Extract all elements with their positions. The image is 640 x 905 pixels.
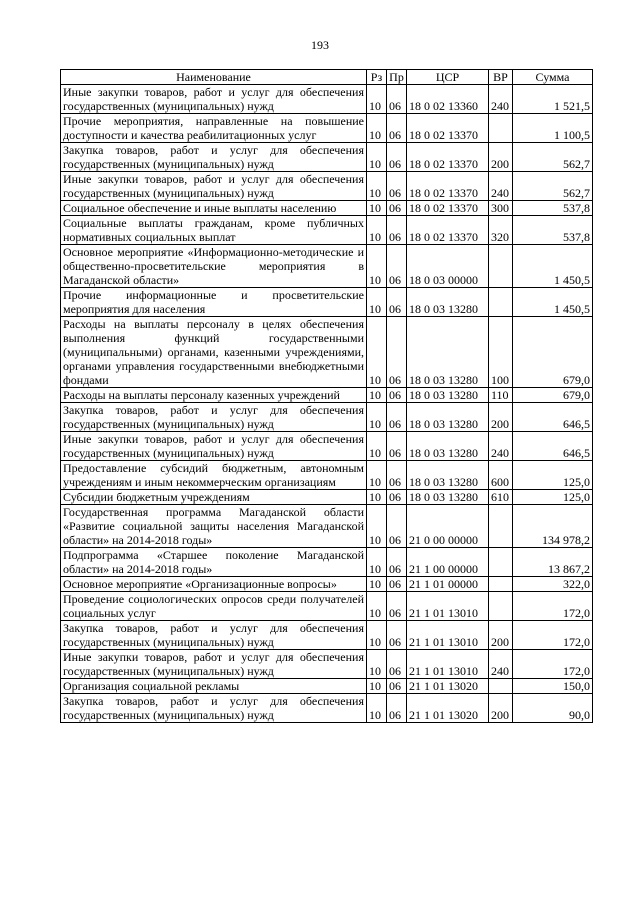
cell-rz: 10 [367, 245, 387, 288]
cell-sum: 172,0 [513, 621, 593, 650]
header-vr: ВР [489, 70, 513, 85]
cell-vr: 240 [489, 172, 513, 201]
cell-pr: 06 [387, 650, 407, 679]
cell-sum: 125,0 [513, 490, 593, 505]
cell-csr: 18 0 03 13280 [407, 403, 489, 432]
cell-vr: 200 [489, 403, 513, 432]
cell-sum: 679,0 [513, 317, 593, 388]
cell-name: Подпрограмма «Старшее поколение Магаданской области» на 2014-2018 годы» [61, 548, 367, 577]
cell-csr: 21 1 01 13020 [407, 694, 489, 723]
cell-csr: 18 0 02 13370 [407, 114, 489, 143]
cell-rz: 10 [367, 621, 387, 650]
table-row [61, 288, 593, 317]
cell-rz: 10 [367, 461, 387, 490]
header-sum: Сумма [513, 70, 593, 85]
table-row [61, 679, 593, 694]
cell-pr: 06 [387, 621, 407, 650]
cell-csr: 21 1 01 13010 [407, 650, 489, 679]
cell-rz: 10 [367, 505, 387, 548]
table-row [61, 461, 593, 490]
cell-sum: 90,0 [513, 694, 593, 723]
cell-name: Прочие информационные и просветительские мероприятия для населения [61, 288, 367, 317]
cell-sum: 172,0 [513, 592, 593, 621]
cell-csr: 18 0 02 13370 [407, 201, 489, 216]
cell-name: Субсидии бюджетным учреждениям [61, 490, 367, 505]
cell-name: Закупка товаров, работ и услуг для обеспечения государственных (муниципальных) нужд [61, 143, 367, 172]
cell-rz: 10 [367, 403, 387, 432]
cell-csr: 18 0 02 13360 [407, 85, 489, 114]
cell-vr [489, 679, 513, 694]
cell-csr: 18 0 02 13370 [407, 216, 489, 245]
cell-name: Прочие мероприятия, направленные на повышение доступности и качества реабилитационных услуг [61, 114, 367, 143]
table-row [61, 201, 593, 216]
cell-name: Социальные выплаты гражданам, кроме публичных нормативных социальных выплат [61, 216, 367, 245]
cell-name: Закупка товаров, работ и услуг для обеспечения государственных (муниципальных) нужд [61, 403, 367, 432]
cell-sum: 562,7 [513, 143, 593, 172]
table-body [61, 85, 593, 723]
table-row [61, 85, 593, 114]
cell-vr [489, 548, 513, 577]
header-csr: ЦСР [407, 70, 489, 85]
cell-csr: 18 0 03 13280 [407, 490, 489, 505]
cell-pr: 06 [387, 288, 407, 317]
cell-pr: 06 [387, 216, 407, 245]
cell-name: Закупка товаров, работ и услуг для обеспечения государственных (муниципальных) нужд [61, 694, 367, 723]
cell-rz: 10 [367, 201, 387, 216]
cell-rz: 10 [367, 432, 387, 461]
cell-pr: 06 [387, 694, 407, 723]
table-row [61, 216, 593, 245]
header-rz: Рз [367, 70, 387, 85]
cell-csr: 21 1 00 00000 [407, 548, 489, 577]
cell-sum: 679,0 [513, 388, 593, 403]
cell-sum: 150,0 [513, 679, 593, 694]
cell-pr: 06 [387, 172, 407, 201]
table-row [61, 172, 593, 201]
cell-name: Иные закупки товаров, работ и услуг для обеспечения государственных (муниципальных) нужд [61, 85, 367, 114]
cell-sum: 13 867,2 [513, 548, 593, 577]
cell-rz: 10 [367, 317, 387, 388]
cell-vr: 110 [489, 388, 513, 403]
cell-pr: 06 [387, 548, 407, 577]
cell-csr: 21 1 01 13010 [407, 621, 489, 650]
cell-vr [489, 592, 513, 621]
cell-sum: 562,7 [513, 172, 593, 201]
cell-pr: 06 [387, 388, 407, 403]
table-row [61, 577, 593, 592]
cell-rz: 10 [367, 650, 387, 679]
cell-csr: 21 1 01 00000 [407, 577, 489, 592]
cell-rz: 10 [367, 143, 387, 172]
table-row [61, 432, 593, 461]
cell-pr: 06 [387, 403, 407, 432]
cell-vr: 240 [489, 432, 513, 461]
cell-rz: 10 [367, 85, 387, 114]
cell-vr: 200 [489, 694, 513, 723]
cell-pr: 06 [387, 461, 407, 490]
cell-csr: 18 0 03 13280 [407, 317, 489, 388]
cell-rz: 10 [367, 548, 387, 577]
cell-csr: 21 0 00 00000 [407, 505, 489, 548]
cell-vr [489, 114, 513, 143]
cell-rz: 10 [367, 388, 387, 403]
cell-rz: 10 [367, 490, 387, 505]
cell-vr: 320 [489, 216, 513, 245]
cell-sum: 1 521,5 [513, 85, 593, 114]
cell-name: Закупка товаров, работ и услуг для обеспечения государственных (муниципальных) нужд [61, 621, 367, 650]
cell-vr: 100 [489, 317, 513, 388]
cell-pr: 06 [387, 577, 407, 592]
cell-vr: 600 [489, 461, 513, 490]
cell-name: Предоставление субсидий бюджетным, автономным учреждениям и иным некоммерческим организациям [61, 461, 367, 490]
cell-sum: 134 978,2 [513, 505, 593, 548]
cell-rz: 10 [367, 288, 387, 317]
cell-vr: 610 [489, 490, 513, 505]
cell-name: Расходы на выплаты персоналу казенных учреждений [61, 388, 367, 403]
cell-pr: 06 [387, 114, 407, 143]
cell-pr: 06 [387, 317, 407, 388]
cell-pr: 06 [387, 85, 407, 114]
cell-vr [489, 245, 513, 288]
cell-sum: 1 100,5 [513, 114, 593, 143]
cell-vr: 200 [489, 621, 513, 650]
table-header [61, 70, 593, 85]
cell-sum: 172,0 [513, 650, 593, 679]
cell-pr: 06 [387, 679, 407, 694]
table-row [61, 694, 593, 723]
cell-pr: 06 [387, 143, 407, 172]
cell-csr: 18 0 03 13280 [407, 288, 489, 317]
cell-rz: 10 [367, 679, 387, 694]
table-row [61, 245, 593, 288]
cell-vr: 200 [489, 143, 513, 172]
cell-vr: 240 [489, 650, 513, 679]
header-name: Наименование [61, 70, 367, 85]
cell-csr: 18 0 02 13370 [407, 172, 489, 201]
cell-name: Основное мероприятие «Информационно-методические и общественно-просветительские мероприятия в Магаданской области» [61, 245, 367, 288]
cell-csr: 18 0 03 00000 [407, 245, 489, 288]
cell-pr: 06 [387, 505, 407, 548]
cell-rz: 10 [367, 216, 387, 245]
cell-csr: 18 0 03 13280 [407, 432, 489, 461]
cell-pr: 06 [387, 245, 407, 288]
cell-sum: 1 450,5 [513, 245, 593, 288]
header-pr: Пр [387, 70, 407, 85]
cell-name: Расходы на выплаты персоналу в целях обеспечения выполнения функций государственными (муниципальными) органами, казенными учреждениями, органами управления государственными внебюджетными фондами [61, 317, 367, 388]
cell-pr: 06 [387, 432, 407, 461]
cell-rz: 10 [367, 114, 387, 143]
cell-csr: 18 0 02 13370 [407, 143, 489, 172]
cell-sum: 537,8 [513, 216, 593, 245]
table-row [61, 317, 593, 388]
cell-name: Организация социальной рекламы [61, 679, 367, 694]
page-number: 193 [311, 38, 329, 52]
cell-csr: 21 1 01 13010 [407, 592, 489, 621]
table-row [61, 548, 593, 577]
cell-vr [489, 288, 513, 317]
cell-sum: 1 450,5 [513, 288, 593, 317]
cell-sum: 537,8 [513, 201, 593, 216]
cell-sum: 646,5 [513, 432, 593, 461]
cell-rz: 10 [367, 694, 387, 723]
cell-vr [489, 577, 513, 592]
cell-csr: 18 0 03 13280 [407, 388, 489, 403]
table-row [61, 143, 593, 172]
cell-vr: 240 [489, 85, 513, 114]
cell-name: Иные закупки товаров, работ и услуг для обеспечения государственных (муниципальных) нужд [61, 650, 367, 679]
cell-sum: 125,0 [513, 461, 593, 490]
cell-pr: 06 [387, 592, 407, 621]
table-row [61, 114, 593, 143]
cell-vr: 300 [489, 201, 513, 216]
header-row [61, 70, 593, 85]
budget-table [60, 69, 593, 723]
table-row [61, 592, 593, 621]
cell-csr: 18 0 03 13280 [407, 461, 489, 490]
cell-pr: 06 [387, 490, 407, 505]
table-row [61, 621, 593, 650]
table-row [61, 490, 593, 505]
cell-csr: 21 1 01 13020 [407, 679, 489, 694]
cell-name: Иные закупки товаров, работ и услуг для обеспечения государственных (муниципальных) нужд [61, 432, 367, 461]
cell-rz: 10 [367, 592, 387, 621]
cell-name: Основное мероприятие «Организационные вопросы» [61, 577, 367, 592]
cell-sum: 322,0 [513, 577, 593, 592]
table-row [61, 505, 593, 548]
cell-name: Социальное обеспечение и иные выплаты населению [61, 201, 367, 216]
cell-name: Иные закупки товаров, работ и услуг для обеспечения государственных (муниципальных) нужд [61, 172, 367, 201]
cell-name: Проведение социологических опросов среди получателей социальных услуг [61, 592, 367, 621]
cell-pr: 06 [387, 201, 407, 216]
cell-vr [489, 505, 513, 548]
table-row [61, 388, 593, 403]
cell-rz: 10 [367, 577, 387, 592]
table-row [61, 650, 593, 679]
cell-sum: 646,5 [513, 403, 593, 432]
cell-name: Государственная программа Магаданской области «Развитие социальной защиты населения Магаданской области» на 2014-2018 годы» [61, 505, 367, 548]
table-row [61, 403, 593, 432]
cell-rz: 10 [367, 172, 387, 201]
